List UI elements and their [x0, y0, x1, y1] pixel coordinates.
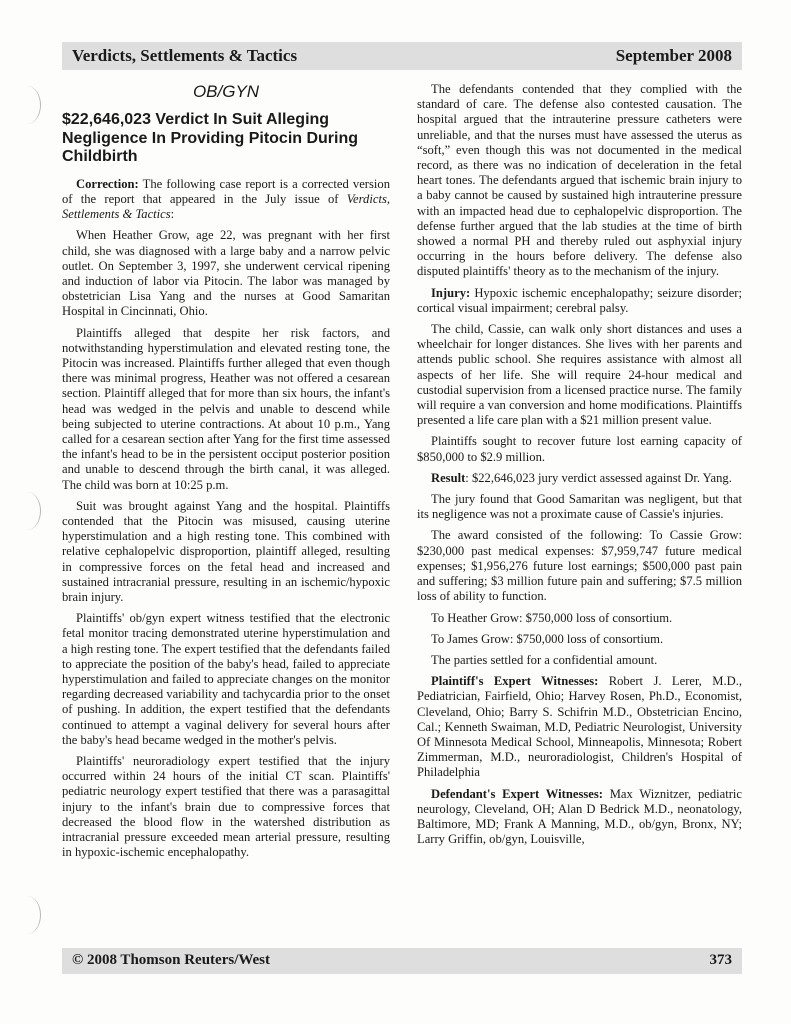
article-headline: $22,646,023 Verdict In Suit Alleging Negligence In Providing Pitocin During Childbirth — [62, 111, 359, 166]
correction-paragraph — [62, 177, 390, 223]
child-paragraph: The child, Cassie, can walk only short distances and uses a wheelchair for longer distances. She lives with her parents and attends public school. She requires assistance with almost all aspects of her life. She will require 24-hour medical and custodial supervision from a licensed practice nurse. The family will require a van conversion and home modifications. Plaintiffs presented a life care plan with a $21 million present value. — [417, 322, 742, 428]
binder-hole-middle — [14, 492, 41, 530]
james-award-paragraph: To James Grow: $750,000 loss of consortium. — [431, 631, 664, 646]
body-paragraph: Plaintiffs alleged that despite her risk factors, and notwithstanding hyperstimulation and elevated resting tone, the Pitocin was increased. Plaintiffs further alleged that even though there was minimal progress, Heather was not offered a cesarean section. Plaintiff alleged that for more than six hours, the infant's head was wedged in the pelvis and unable to descend while being subjected to uterine contractions. At about 10 p.m., Yang called for a cesarean section after Yang for the first time assessed the infant's head to be in the persistent occiput posterior position and unable to descend through the birth canal, it was alleged. The child was born at 10:25 p.m. — [62, 325, 391, 492]
body-paragraph: Suit was brought against Yang and the hospital. Plaintiffs contended that the Pitocin was misused, causing uterine hyperstimulation and a high resting tone. This combined with relative cephalopelvic disproportion, plaintiff alleged, resulting in compressive forces on the fetal head and increased and sustained intracranial pressure, resulting in an ischemic/hypoxic brain injury. — [62, 498, 390, 604]
plaintiff-experts-paragraph — [417, 674, 742, 780]
correction-label: Correction: — [76, 176, 139, 191]
left-column — [62, 82, 390, 866]
section-heading: OB/GYN — [192, 82, 260, 101]
defense-paragraph: The defendants contended that they complied with the standard of care. The defense also contested causation. The hospital argued that the intrauterine pressure catheters were unreliable, and that the nurses must have assessed the uterus as “soft,” even though this was not documented in the medical record, as there was no indication of deceleration in the fetal heart tones. The defendants argued that ischemic brain injury to a baby cannot be caused by sustained high intrauterine pressure with an impacted head due to cephalopelvic disproportion. The defense further argued that the lab studies at the time of birth showed a normal PH and thereby ruled out asphyxial injury occurring in the hours before delivery. The defense also disputed plaintiffs' theory as to the mechanism of the injury. — [417, 82, 742, 279]
publication-title: Verdicts, Settlements & Tactics — [72, 46, 298, 65]
earning-paragraph: Plaintiffs sought to recover future lost earning capacity of $850,000 to $2.9 million. — [417, 434, 742, 464]
plaintiff-experts-label: Plaintiff's Expert Witnesses: — [431, 674, 599, 689]
injury-paragraph — [417, 286, 742, 316]
running-header — [62, 42, 742, 70]
body-paragraph: Plaintiffs' ob/gyn expert witness testified that the electronic fetal monitor tracing demonstrated uterine hyperstimulation and a high resting tone. The expert testified that the defendants failed to appreciate the position of the baby's head, failed to appreciate hyperstimulation and failed to appreciate changes on the monitor regarding decreased variability and tachycardia prior to the onset of pushing. In addition, the expert testified that the defendants continued to attempt a vaginal delivery for several hours after the baby's head became wedged in the mother's pelvis. — [62, 611, 390, 747]
result-label: Result — [431, 470, 466, 485]
result-text: : $22,646,023 jury verdict assessed against Dr. Yang. — [465, 470, 732, 485]
defendant-experts-text: Max Wiznitzer, pediatric neurology, Cleveland, OH; Alan D Bedrick M.D., neonatology, Baltimore, MD; Frank A Manning, M.D., ob/gyn, Bronx, NY; Larry Griffin, ob/gyn, Louisville, — [417, 786, 742, 847]
plaintiff-experts-text: Robert J. Lerer, M.D., Pediatrician, Fairfield, Ohio; Harvey Rosen, Ph.D., Economist, Cleveland, Ohio; Barry S. Schifrin M.D., Obstetrician Encino, Cal.; Kenneth Swaiman, M.D, Pediatric Neurologist, University Of Minnesota Medical School, Minneapolis, Minnesota; Robert Zimmerman, M.D., neuroradiologist, Children's Hospital of Philadelphia — [417, 674, 742, 780]
running-footer — [62, 948, 742, 974]
right-column — [417, 82, 742, 853]
copyright-notice: © 2008 Thomson Reuters/West — [72, 952, 271, 968]
correction-publication: Verdicts, Settlements & Tactics — [62, 191, 390, 222]
body-paragraph: When Heather Grow, age 22, was pregnant with her first child, she was diagnosed with a large baby and a narrow pelvic outlet. On September 3, 1997, she underwent cervical ripening and induction of labor via Pitocin. The labor was managed by obstetrician Lisa Yang and the nurses at Good Samaritan Hospital in Cincinnati, Ohio. — [62, 228, 390, 319]
binder-hole-bottom — [14, 896, 41, 934]
injury-label: Injury: — [431, 285, 471, 300]
heather-award-paragraph: To Heather Grow: $750,000 loss of consortium. — [431, 610, 673, 625]
correction-text: The following case report is a corrected version of the report that appeared in the July issue of — [62, 176, 390, 206]
result-paragraph — [417, 471, 742, 486]
issue-date: September 2008 — [615, 46, 732, 65]
defendant-experts-paragraph — [417, 787, 742, 848]
defendant-experts-label: Defendant's Expert Witnesses: — [431, 786, 603, 801]
correction-end: : — [170, 207, 175, 222]
injury-text: Hypoxic ischemic encephalopathy; seizure disorder; cortical visual impairment; cerebral palsy. — [417, 285, 742, 315]
page-number: 373 — [709, 952, 732, 968]
award-paragraph: The award consisted of the following: To Cassie Grow: $230,000 past medical expenses: $7,959,747 future medical expenses; $1,956,276 future lost earnings; $500,000 past pain and suffering; $3 million future pain and suffering; $7.5 million loss of ability to function. — [417, 528, 742, 604]
binder-hole-top — [14, 86, 41, 124]
jury-paragraph: The jury found that Good Samaritan was negligent, but that its negligence was not a proximate cause of Cassie's injuries. — [417, 492, 742, 522]
body-paragraph: Plaintiffs' neuroradiology expert testified that the injury occurred within 24 hours of the initial CT scan. Plaintiffs' pediatric neurology expert testified that there was a parasagittal injury to the infant's brain due to compressive forces that decreased the blood flow in the watershed distribution as intracranial pressure exceeded mean arterial pressure, resulting in hypoxic-ischemic encephalopathy. — [62, 754, 390, 860]
settlement-paragraph: The parties settled for a confidential amount. — [431, 652, 658, 667]
